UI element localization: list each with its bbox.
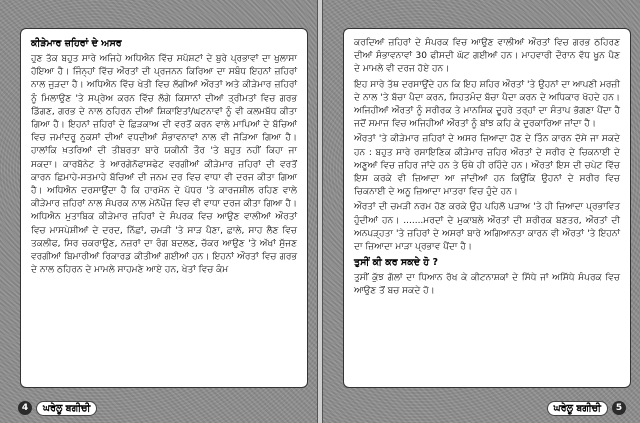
right-paragraph: ਇਹ ਸਾਰੇ ਤੱਥ ਦਰਸਾਉਂਦੇ ਹਨ ਕਿ ਇਹ ਸ਼ਹਿਰ ਔਰਤਾਂ 'ਤੇ ਉਹਨਾਂ ਦਾ ਆਪਣੀ ਮਰਜ਼ੀ ਦੇ ਨਾਲ 'ਤੇ ਬੱਚਾ ਪੈਦਾ ਕਰਨ, ਸਿਹਤਮੰਦ ਬੱਚਾ ਪੈਦਾ ਕਰਨ ਦੇ ਅਧਿਕਾਰ ਖੋਹਦੇ ਹਨ। ਅਜਿਹੀਆਂ ਔਰਤਾਂ ਨੂੰ ਸਰੀਰਕ ਤੇ ਮਾਨਸਿਕ ਦੂਹਰੇ ਤਰ੍ਹਾਂ ਦਾ ਸੰਤਾਪ ਭੋਗਣਾ ਪੈਂਦਾ ਹੈ ਜਦੋਂ ਸਮਾਜ ਵਿਚ ਅਜਿਹੀਆਂ ਔਰਤਾਂ ਨੂੰ ਬਾਂਝ ਕਹਿ ਕੇ ਦੁਰਕਾਰਿਆ ਜਾਂਦਾ ਹੈ।: [354, 79, 620, 130]
page-number: 4: [18, 401, 32, 415]
left-footer: [18, 399, 97, 417]
right-paragraph: ਔਰਤਾਂ 'ਤੇ ਕੀੜੇਮਾਰ ਜ਼ਹਿਰਾਂ ਦੇ ਅਸਰ ਜ਼ਿਆਦਾ ਹੋਣ ਦੇ ਤਿੰਨ ਕਾਰਨ ਦੱਸੇ ਜਾ ਸਕਦੇ ਹਨ : ਬਹੁਤ ਸਾਰੇ ਰਸਾਇਣਿਕ ਕੀੜੇਮਾਰ ਜ਼ਹਿਰ ਔਰਤਾਂ ਦੇ ਸਰੀਰ ਦੇ ਚਿਕਨਾਈ ਦੇ ਅਣੂਆਂ ਵਿਚ ਜ਼ਹਿਰ ਜਾਂਦੇ ਹਨ ਤੇ ਓਥੇ ਹੀ ਰਹਿੰਦੇ ਹਨ। ਔਰਤਾਂ ਇਸ ਦੀ ਚਪੇਟ ਵਿੱਚ ਇਸ ਕਰਕੇ ਵੀ ਜ਼ਿਆਦਾ ਆ ਜਾਂਦੀਆਂ ਹਨ ਕਿਉਂਕਿ ਉਹਨਾਂ ਦੇ ਸਰੀਰ ਵਿਚ ਚਿਕਨਾਈ ਦੇ ਅਨੂ ਜ਼ਿਆਦਾ ਮਾਤਰਾ ਵਿਚ ਹੁੰਦੇ ਹਨ।: [354, 134, 620, 198]
section-subheading: ਤੁਸੀਂ ਕੀ ਕਰ ਸਕਦੇ ਹੋ ?: [354, 257, 438, 269]
left-paragraph: ਹੁਣ ਤੱਕ ਬਹੁਤ ਸਾਰੇ ਅਜਿਹੇ ਅਧਿਐਨ ਵਿੱਚ ਸਪੱਸ਼ਟਾਂ ਦੇ ਬੁਰੇ ਪ੍ਰਭਾਵਾਂ ਦਾ ਖੁਲਾਸਾ ਹੋਇਆ ਹੈ। ਜਿੰਨ੍ਹਾਂ ਵਿੱਚ ਔਰਤਾਂ ਦੀ ਪ੍ਰਜਨਨ ਕਿਰਿਆ ਦਾ ਸਬੰਧ ਇਹਨਾਂ ਜ਼ਹਿਰਾਂ ਨਾਲ ਜੁੜਦਾ ਹੈ। ਅਧਿਐਨ ਵਿੱਚ ਖੇਤੀ ਵਿਚ ਲੱਗੀਆਂ ਔਰਤਾਂ ਅਤੇ ਕੀੜੇਮਾਰ ਜ਼ਹਿਰਾਂ ਨੂੰ ਮਿਲਾਉਣ 'ਤੇ ਸਪ੍ਰੇਅ ਕਰਨ ਵਿੱਚ ਲੱਗੇ ਕਿਸਾਨਾਂ ਦੀਆਂ ਤ੍ਰੀਮਤਾਂ ਵਿਚ ਗਰਭ ਡਿੱਗਣ, ਗਰਭ ਦੇ ਨਾਲ ਠਹਿਰਨ ਦੀਆਂ ਸ਼ਿਕਾਇਤਾਂ/ਘਟਨਾਵਾਂ ਨੂੰ ਵੀ ਕਲਮਬੱਧ ਕੀਤਾ ਗਿਆ ਹੈ। ਇਹਨਾਂ ਜ਼ਹਿਰਾਂ ਦੇ ਛਿੜਕਾਅ ਦੀ ਵਰਤੋਂ ਕਰਨ ਵਾਲੇ ਮਾਪਿਆਂ ਦੇ ਬੱਚਿਆਂ ਵਿਚ ਜਮਾਂਦਰੂ ਨੁਕਸਾਂ ਦੀਆਂ ਵਧਦੀਆਂ ਸੰਭਾਵਨਾਵਾਂ ਨਾਲ ਵੀ ਜੋੜਿਆ ਗਿਆ ਹੈ। ਹਾਲਾਂਕਿ ਖ਼ਤਰਿਆਂ ਦੀ ਤੀਬਰਤਾ ਬਾਰੇ ਯਕੀਨੀ ਤੌਰ 'ਤੇ ਬਹੁਤ ਨਹੀਂ ਕਿਹਾ ਜਾ ਸਕਦਾ। ਕਾਰਬੋਨੇਟ ਤੇ ਆਰਗੇਨੋਫਾਸਫੇਟ ਵਰਗੀਆਂ ਕੀੜੇਮਾਰ ਜ਼ਹਿਰਾਂ ਦੀ ਵਰਤੋਂ ਕਾਰਨ ਛਿਮਾਹੇ-ਸਤਮਾਹੇ ਬੱਚਿਆਂ ਦੀ ਜਨਮ ਦਰ ਵਿਚ ਵਾਧਾ ਵੀ ਦਰਜ ਕੀਤਾ ਗਿਆ ਹੈ। ਅਧਿਐਨ ਦਰਸਾਉਂਦਾ ਹੈ ਕਿ ਹਾਰਮੋਨ ਦੇ ਪੱਧਰ 'ਤੇ ਕਾਰਜਸ਼ੀਲ ਰਹਿਣ ਵਾਲੇ ਕੀੜੇਮਾਰ ਜ਼ਹਿਰਾਂ ਨਾਲ ਸੰਪਰਕ ਨਾਲ ਮੇਨੋਪੌਜ਼ ਵਿਚ ਵੀ ਵਾਧਾ ਦਰਜ ਕੀਤਾ ਗਿਆ ਹੈ। ਅਧਿਐਨ ਮੁਤਾਬਿਕ ਕੀੜੇਮਾਰ ਜ਼ਹਿਰਾਂ ਦੇ ਸੰਪਰਕ ਵਿਚ ਆਉਣ ਵਾਲੀਆਂ ਔਰਤਾਂ ਵਿਚ ਮਾਸਪੇਸ਼ੀਆਂ ਦੇ ਦਰਦ, ਨਿੱਛਾਂ, ਚਮੜੀ 'ਤੇ ਸਾੜ ਪੈਣਾ, ਛਾਲੇ, ਸਾਹ ਲੈਣ ਵਿਚ ਤਕਲੀਫ, ਸਿਰ ਚਕਰਾਉਣ, ਨਜ਼ਰਾਂ ਦਾ ਰੰਗ ਬਦਲਣ, ਚੱਕਰ ਆਉਣ 'ਤੇ ਅੱਖਾਂ ਸੁੱਜਣ ਵਰਗੀਆਂ ਬਿਮਾਰੀਆਂ ਰਿਕਾਰਡ ਕੀਤੀਆਂ ਗਈਆਂ ਹਨ। ਇਹਨਾਂ ਔਰਤਾਂ ਵਿਚ ਗਰਭ ਦੇ ਨਾਲ ਠਹਿਰਨ ਦੇ ਮਾਮਲੇ ਸਾਹਮਣੇ ਆਏ ਹਨ, ਖੇਤਾਂ ਵਿਚ ਕੰਮ: [31, 54, 297, 276]
right-footer: [547, 399, 626, 417]
left-text-panel: [20, 28, 308, 388]
closing-paragraph: ਤੁਸੀਂ ਕੁੱਝ ਗੱਲਾਂ ਦਾ ਧਿਆਨ ਰੱਖ ਕੇ ਕੀਟਨਾਸ਼ਕਾਂ ਦੇ ਸਿੱਧੇ ਜਾਂ ਅਸਿੱਧੇ ਸੰਪਰਕ ਵਿਚ ਆਉਣ ਤੋਂ ਬਚ ਸਕਦੇ ਹੋ।: [354, 273, 620, 297]
right-paragraph: ਔਰਤਾਂ ਦੀ ਚਮੜੀ ਨਰਮ ਹੋਣ ਕਰਕੇ ਉਹ ਪਹਿਲੋ ਪੜਾਅ 'ਤੇ ਹੀ ਜ਼ਿਆਦਾ ਪ੍ਰਭਾਵਿਤ ਹੁੰਦੀਆਂ ਹਨ। .......ਮਰਦਾਂ ਦੇ ਮੁਕਾਬਲੇ ਔਰਤਾਂ ਦੀ ਸ਼ਰੀਰਕ ਬਣਤਰ, ਔਰਤਾਂ ਦੀ ਅਨਪੜ੍ਹਤਾ 'ਤੇ ਜ਼ਹਿਰਾਂ ਦੇ ਅਸਰਾਂ ਬਾਰੇ ਅਗਿਆਨਤਾ ਕਾਰਨ ਵੀ ਔਰਤਾਂ 'ਤੇ ਇਹਨਾਂ ਦਾ ਜ਼ਿਆਦਾ ਮਾੜਾ ਪ੍ਰਭਾਵ ਪੈਂਦਾ ਹੈ।: [354, 202, 620, 253]
right-page: [322, 0, 640, 423]
footer-title: ਘਰੇਲੂ ਬਗੀਚੀ: [547, 401, 608, 416]
right-paragraph: ਕਰਦਿਆਂ ਜ਼ਹਿਰਾਂ ਦੇ ਸੰਪਰਕ ਵਿਚ ਆਉਣ ਵਾਲੀਆਂ ਔਰਤਾਂ ਵਿਚ ਗਰਭ ਠਹਿਰਣ ਦੀਆਂ ਸੰਭਾਵਨਾਵਾਂ 30 ਫੀਸਦੀ ਘੱਟ ਗਈਆਂ ਹਨ। ਮਾਹਵਾਰੀ ਦੌਰਾਨ ਵੱਧ ਖੂਨ ਪੈਣ ਦੇ ਮਾਮਲੇ ਵੀ ਦਰਜ ਹੋਏ ਹਨ।: [354, 38, 620, 75]
article-heading: ਕੀੜੇਮਾਰ ਜ਼ਹਿਰਾਂ ਦੇ ਅਸਰ: [31, 38, 122, 49]
left-page: [0, 0, 318, 423]
footer-title: ਘਰੇਲੂ ਬਗੀਚੀ: [36, 401, 97, 416]
right-text-panel: [343, 28, 631, 388]
page-number: 5: [612, 401, 626, 415]
